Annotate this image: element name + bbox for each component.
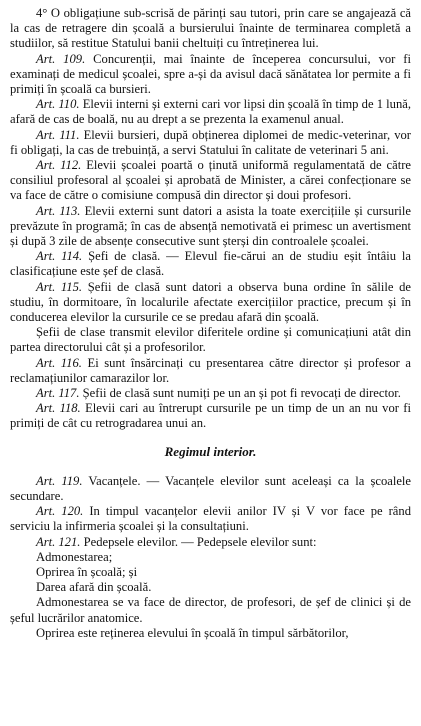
article-number: Art. 121. <box>36 534 81 549</box>
penalty-item: Darea afară din școală. <box>36 580 152 595</box>
paragraph-obligation <box>10 6 411 52</box>
article-number: Art. 110. <box>36 97 80 112</box>
article-115 <box>10 280 411 326</box>
article-text: Vacanțele. — Vacanțele elevilor sunt aceleași ca la școalele secundare. <box>10 473 412 503</box>
article-number: Art. 119. <box>36 473 83 488</box>
article-112 <box>10 158 411 204</box>
article-number: Art. 116. <box>36 355 82 370</box>
article-text: Ei sunt însărcinați cu presentarea către director și profesor a reclamațiunilor camarazilor lor. <box>10 355 412 385</box>
article-118 <box>10 401 411 431</box>
article-111 <box>10 128 411 158</box>
article-110 <box>10 97 411 127</box>
paragraph-text: 4° O obligațiune sub-scrisă de părinți sau tutori, prin care se angajează că la cas de retragere din școală a bursierului înainte de terminarea completă a studiilor, să restitue Statului banii cheltuiți cu întreținerea lui. <box>10 6 411 51</box>
article-number: Art. 117. <box>36 386 80 401</box>
article-text: Elevii școalei poartă o ținută uniformă regulamentată de către consiliul profesoral al școalei și aprobată de Minister, a cărei confecționare se va face de către o comisiune compusă din director și doui profesori. <box>10 158 411 203</box>
article-text: In timpul vacanțelor elevii anilor IV și V vor face pe rând serviciu la infirmeria școalei și la consultațiuni. <box>10 504 411 534</box>
article-number: Art. 120. <box>36 504 84 519</box>
article-120 <box>10 504 411 534</box>
paragraph-detention: Oprirea este reținerea elevului în școală în timpul sărbătorilor, <box>36 625 349 640</box>
article-number: Art. 118. <box>36 401 81 416</box>
article-text: Șefi de clasă. — Elevul fie-cărui an de studiu eșit întâiu la clasificațiune este șef de clasă. <box>10 249 412 279</box>
penalty-item: Oprirea în școală; și <box>36 564 138 579</box>
article-number: Art. 115. <box>36 279 83 294</box>
article-number: Art. 112. <box>36 158 82 173</box>
paragraph-text: Șefii de clase transmit elevilor diferitele ordine și comunicațiuni atât din partea directorului cât și a profesorilor. <box>10 325 411 355</box>
article-text: Concurenții, mai înainte de începerea concursului, vor fi examinați de medicul școalei, spre a-și da avisul dacă sănătatea lor permite a fi primiți în școală ca bursieri. <box>10 51 411 97</box>
article-number: Art. 113. <box>36 203 81 218</box>
article-text: Elevii interni și externi cari vor lipsi din școală în timp de 1 lună, afară de cas de boală, nu au drept a se prezenta la examenul anual. <box>10 97 411 127</box>
article-119 <box>10 474 411 504</box>
article-text: Pedepsele elevilor. — Pedepsele elevilor sunt: <box>83 534 317 549</box>
article-113 <box>10 204 411 250</box>
article-117 <box>10 386 411 401</box>
article-121 <box>10 535 411 550</box>
article-text: Șefii de clasă sunt numiți pe un an și pot fi revocați de director. <box>82 386 401 401</box>
article-number: Art. 109. <box>36 51 86 66</box>
section-heading: Regimul interior. <box>164 443 257 459</box>
article-109 <box>10 52 411 98</box>
article-text: Elevii cari au întrerupt cursurile pe un timp de un an nu vor fi primiți de cât cu retrogradarea unui an. <box>10 401 411 431</box>
article-text: Elevii externi sunt datori a asista la toate exercițiile și cursurile prevăzute în programă; în cas de absență nemotivată ei primesc un avertisment și după 3 zile de absențe consecutive sunt șterși din controalele școalei. <box>10 203 411 249</box>
article-text: Elevii bursieri, după obținerea diplomei de medic-veterinar, vor fi obligați, la cas de trebuință, a servi Statului în calitate de veterinari 5 ani. <box>10 127 412 157</box>
article-text: Șefii de clasă sunt datori a observa buna ordine în sălile de studiu, în dormitoare, în localurile afectate exercițiilor practice, precum și în conducerea elevilor la cursurile ce se predau afară din școală. <box>10 279 412 325</box>
paragraph-admonition: Admonestarea se va face de director, de profesori, de șef de clinici și de șeful lucrărilor anatomice. <box>10 595 411 625</box>
article-number: Art. 111. <box>36 127 80 142</box>
paragraph-class-heads <box>10 325 411 355</box>
article-116 <box>10 356 411 386</box>
article-number: Art. 114. <box>36 249 83 264</box>
article-114 <box>10 249 411 279</box>
penalty-item: Admonestarea; <box>36 549 113 564</box>
